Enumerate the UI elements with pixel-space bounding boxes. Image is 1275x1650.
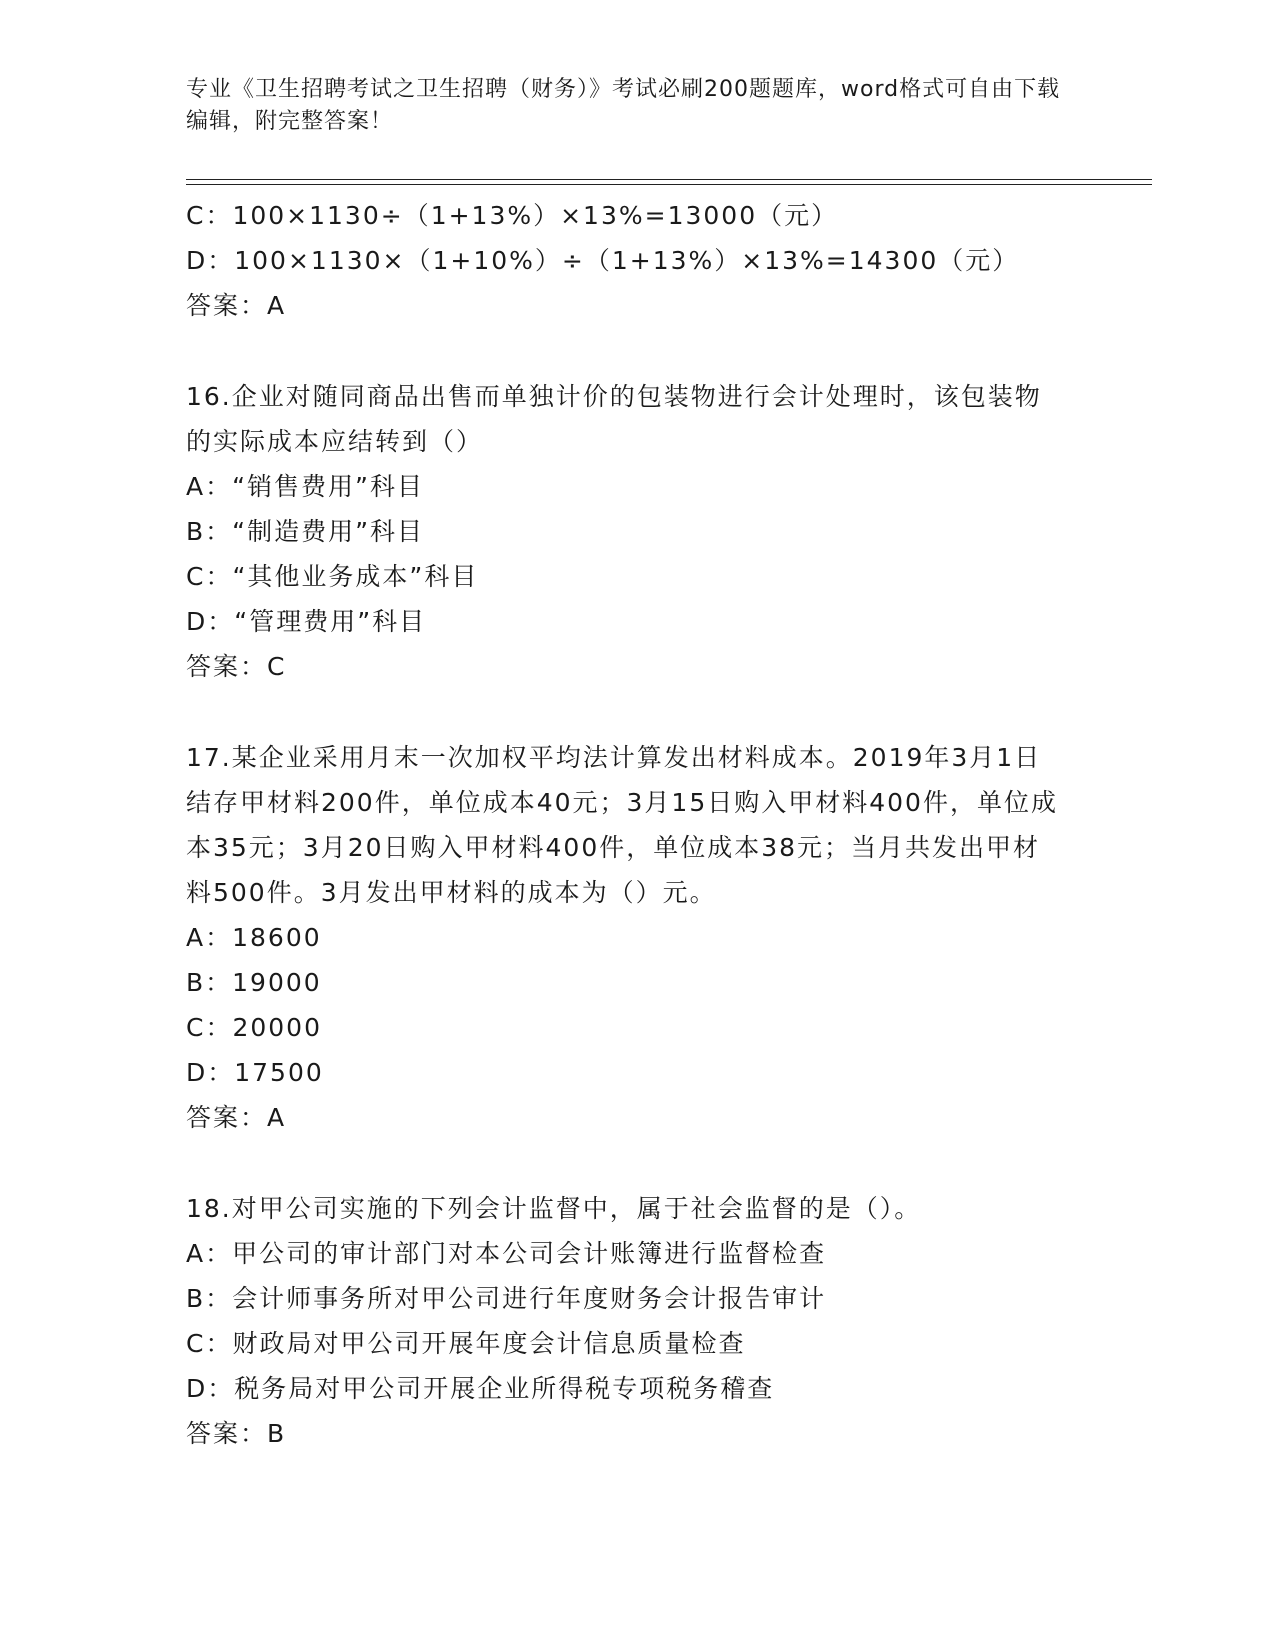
header-rule-bottom — [186, 184, 1152, 185]
question-18-stem: 18.对甲公司实施的下列会计监督中，属于社会监督的是（）。 — [186, 1194, 922, 1223]
carry-answer: 答案：A — [186, 291, 287, 320]
question-17-option-c: C：20000 — [186, 1013, 322, 1042]
question-16-option-a: A：“销售费用”科目 — [186, 472, 425, 501]
question-17-option-b: B：19000 — [186, 968, 322, 997]
question-18-option-b: B：会计师事务所对甲公司进行年度财务会计报告审计 — [186, 1284, 827, 1313]
question-16-answer: 答案：C — [186, 652, 287, 681]
question-18-option-d: D：税务局对甲公司开展企业所得税专项税务稽查 — [186, 1374, 775, 1403]
header-rule-top — [186, 179, 1152, 180]
document-header: 专业《卫生招聘考试之卫生招聘（财务）》考试必刷200题题库，word格式可自由下载编辑，附完整答案！ — [186, 77, 1061, 134]
question-16-stem: 16.企业对随同商品出售而单独计价的包装物进行会计处理时，该包装物的实际成本应结转到（） — [186, 382, 1042, 456]
spacer — [186, 328, 1066, 374]
question-16-option-c: C：“其他业务成本”科目 — [186, 562, 479, 591]
carry-option-c: C：100×1130÷（1+13%）×13%=13000（元） — [186, 201, 839, 230]
question-18-answer: 答案：B — [186, 1419, 287, 1448]
question-16-option-d: D：“管理费用”科目 — [186, 607, 427, 636]
question-17-answer: 答案：A — [186, 1103, 287, 1132]
spacer — [186, 689, 1066, 735]
spacer — [186, 1140, 1066, 1186]
question-16-option-b: B：“制造费用”科目 — [186, 517, 425, 546]
question-17-option-d: D：17500 — [186, 1058, 324, 1087]
question-17-stem: 17.某企业采用月末一次加权平均法计算发出材料成本。2019年3月1日结存甲材料200件，单位成本40元；3月15日购入甲材料400件，单位成本35元；3月20日购入甲材料400件，单位成本38元；当月共发出甲材料500件。3月发出甲材料的成本为（）元。 — [186, 743, 1058, 907]
question-content — [186, 193, 1066, 1456]
question-18-option-a: A：甲公司的审计部门对本公司会计账簿进行监督检查 — [186, 1239, 827, 1268]
question-18-option-c: C：财政局对甲公司开展年度会计信息质量检查 — [186, 1329, 746, 1358]
question-17-option-a: A：18600 — [186, 923, 322, 952]
carry-option-d: D：100×1130×（1+10%）÷（1+13%）×13%=14300（元） — [186, 246, 1020, 275]
